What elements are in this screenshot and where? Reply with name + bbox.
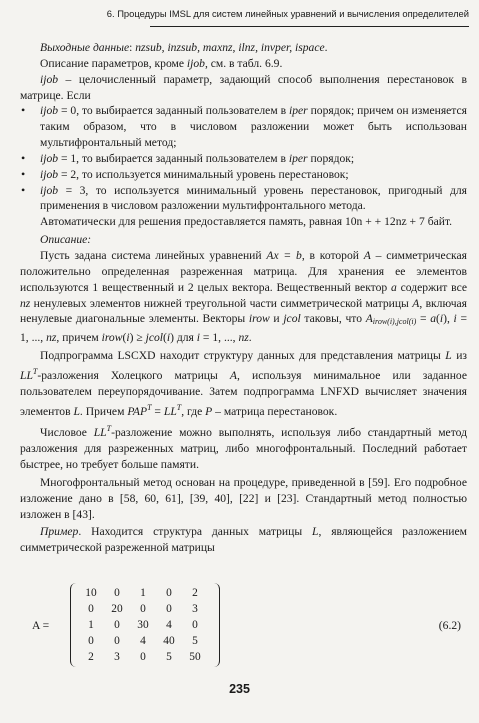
matrix-row [78,601,208,617]
matrix-cell: 4 [140,635,146,647]
text: = [416,312,431,326]
math: nz [20,296,31,310]
math-superscript: T [147,402,152,412]
matrix-cell: 30 [137,619,149,631]
list-item [20,151,467,167]
matrix-cell: 0 [166,603,172,615]
matrix-cell: 5 [166,651,172,663]
text: из [451,349,467,363]
page-number: 235 [229,682,250,696]
matrix-equation [20,583,467,669]
list-item-tail: порядок; [307,151,355,165]
list-item-var: ijob [40,151,59,165]
math: LL [93,426,107,440]
output-params [20,40,467,56]
text: , являющейся разложением симметрической разреженной матрицы [20,525,467,555]
matrix-cell: 0 [114,587,120,599]
page-body [20,40,467,556]
text: ) для [170,331,197,345]
math: jcol [283,312,301,326]
math: PAP [127,404,148,418]
equation-lhs: A = [32,619,50,632]
math-superscript: T [32,366,38,376]
output-param-list: nzsub, inzsub, maxnz, ilnz, invper, ispace [135,41,325,54]
paragraph-example [20,524,467,556]
text: ненулевых элементов нижней треугольной части симметрической матрицы [30,296,413,310]
list-item [20,167,467,183]
paragraph-lscxd [20,348,467,419]
math: Ax = b [266,248,302,262]
running-header: 6. Процедуры IMSL для систем линейных уравнений и вычисления определителей [106,8,469,19]
list-item-tail: порядок; причем он изменяется таким образом, что в числовом разложении может быть использован мультифронтальный метод; [40,104,467,150]
math: A [365,312,373,326]
matrix-cell: 0 [166,587,172,599]
text: ( [435,312,440,326]
math-superscript: T [176,402,182,412]
math: L [445,349,452,363]
matrix-cell: 0 [114,635,120,647]
list-item-var: ijob [40,104,59,118]
description-heading [20,232,467,248]
math: LL [163,404,177,418]
list-item [20,183,467,215]
list-item-text: = 1, то выбирается заданный пользователем в [58,151,289,165]
matrix-cell: 20 [111,603,123,615]
math: P [205,404,213,418]
ijob-text: – целочисленный параметр, задающий способ выполнения перестановок в матрице. Если [20,72,467,102]
list-item-var2: iper [288,151,308,165]
list-item-var: ijob [40,183,59,197]
math: a [430,312,436,326]
math: L [311,525,319,539]
output-colon: : [129,41,136,54]
matrix-cell: 1 [88,619,94,631]
text: ), [443,312,454,326]
math: i [126,331,130,345]
text: . [248,331,252,345]
math-subscript: irow(i),jcol(i) [372,317,417,327]
text: , в которой [301,248,364,262]
matrix-cell: 0 [192,619,198,631]
matrix-row [78,633,208,649]
text: Подпрограмма LSCXD находит структуру данных для представления матрицы [40,349,446,363]
text: таковы, что [300,312,366,326]
matrix-cell: 4 [166,619,172,631]
list-item [20,103,467,151]
math: i [453,312,457,326]
matrix-cell: 0 [114,619,120,631]
text: ) ≥ [129,331,146,345]
matrix-cell: 3 [192,603,198,615]
list-item-var: ijob [40,167,59,181]
math: irow [248,312,270,326]
text: – симметрическая положительно определенная разреженная матрица. Для хранения ее элементов используются 1 вещественный и 2 целых вектора. Вещественный вектор [20,248,467,294]
ijob-var: ijob [40,72,59,86]
paragraph-system [20,248,467,346]
text: = 1, ..., [200,331,239,345]
math-superscript: T [106,424,112,434]
memory-note: Автоматически для решения предоставляется память, равная 10n + + 12nz + 7 байт. [40,215,453,229]
text: – матрица перестановок. [212,404,338,418]
text: содержит все [396,280,467,294]
example-label: Пример [40,525,79,539]
params-desc-tail: , см. в табл. 6.9. [204,56,283,70]
math: a [391,280,397,294]
list-item-var2: iper [288,104,308,118]
text: ( [122,331,127,345]
matrix-cell: 40 [163,635,175,647]
text: -разложение можно выполнять, используя либо стандартный метод разложения для разреженных матриц, либо многофронтальный. Последний работает быстрее, но требует больше памяти. [20,426,467,472]
text: = [151,404,164,418]
list-item-text: = 3, то используется минимальный уровень перестановок, пригодный для применения в числовом разложении мультифронтального метода. [40,183,467,213]
params-desc-var: ijob [186,56,205,70]
matrix-cell: 5 [192,635,198,647]
math: nz [238,331,249,345]
text: Пусть задана система линейных уравнений [40,248,267,262]
equation-number: (6.2) [438,619,461,632]
matrix-cell: 0 [88,603,94,615]
math: A [229,368,237,382]
text: , причем [56,331,102,345]
matrix-row [78,617,208,633]
params-description [20,56,467,72]
paragraph-decomposition [20,421,467,473]
matrix-cell: 0 [140,651,146,663]
matrix-row [78,585,208,601]
right-paren [213,583,220,667]
matrix-cell: 1 [140,587,146,599]
math: jcol [145,331,163,345]
list-item-text: = 0, то выбирается заданный пользователем в [58,104,289,118]
math: i [439,312,444,326]
math: LL [20,368,33,382]
text: -разложения Холецкого матрицы [37,368,230,382]
text: . Находится структура данных матрицы [78,525,312,539]
list-item-text: = 2, то используется минимальный уровень перестановок; [58,167,349,181]
output-end: . [324,41,328,54]
text: Числовое [40,426,94,440]
math: i [196,331,201,345]
matrix-cell: 2 [88,651,94,663]
header-rule [150,26,469,27]
matrix-cell: 10 [85,587,97,599]
matrix-row [78,649,208,665]
text: . Причем [79,404,128,418]
math: irow [101,331,123,345]
matrix-cell: 0 [140,603,146,615]
math: A [412,296,420,310]
matrix-cell: 3 [114,651,120,663]
description-label: Описание: [40,233,92,247]
ijob-options-list [20,103,467,214]
math: L [73,404,80,418]
paragraph-multifrontal: Многофронтальный метод основан на процедуре, приведенной в [59]. Его подробное изложение дано в [58, 60, 61], [39, 40], [22] и [23]. Стандартный метод полностью изложен в [43]. [20,475,467,521]
output-label: Выходные данные [40,41,130,54]
math: i [166,331,171,345]
text: , включая ненулевые диагональные элементы. Векторы [20,296,467,326]
params-desc-text: Описание параметров, кроме [40,56,187,70]
text: ( [163,331,167,345]
matrix-cell: 2 [192,587,198,599]
text: = 1, ..., [20,312,468,345]
matrix-table [78,585,208,665]
ijob-definition [20,72,467,104]
text: , используя минимальное или заданное пользователем переупорядочивание. Затем подпрограмма LNFXD вычисляет значения элементов [20,368,468,418]
math: nz [46,331,57,345]
left-paren [70,583,77,667]
math: A [363,248,371,262]
matrix-cell: 0 [88,635,94,647]
text: , где [181,404,206,418]
matrix-cell: 50 [189,651,201,663]
matrix [70,583,220,669]
text: и [269,312,284,326]
